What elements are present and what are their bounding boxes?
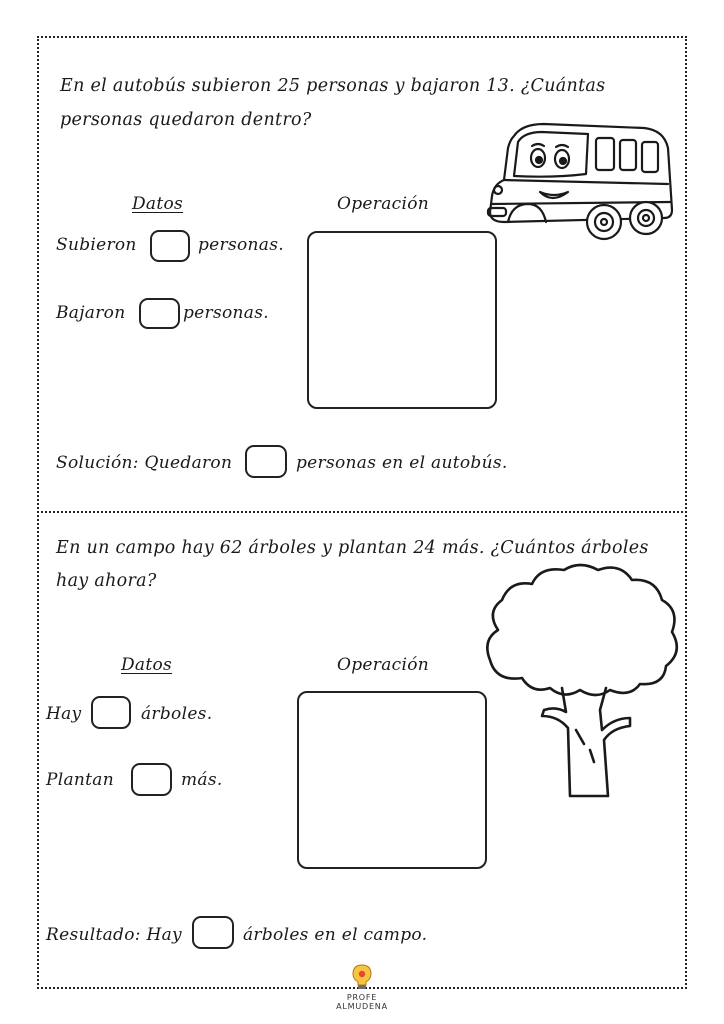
problem2-row2-suffix: más. [181,770,223,790]
operation-box-2[interactable] [297,691,487,869]
problem2-result-suffix: árboles en el campo. [243,925,428,945]
answer-box-subieron[interactable] [150,230,190,262]
problem1-solution-prefix: Solución: Quedaron [56,453,233,473]
problem2-operation-heading: Operación [337,655,429,675]
section-divider [37,511,687,513]
operation-box-1[interactable] [307,231,497,409]
problem1-data-heading: Datos [132,194,184,214]
lightbulb-icon [351,963,373,991]
answer-box-quedaron[interactable] [245,445,287,478]
answer-box-plantan[interactable] [131,763,172,796]
problem2-question-line1: En un campo hay 62 árboles y plantan 24 más. ¿Cuántos árboles [56,538,649,558]
bus-icon [484,118,678,250]
problem1-question-line2: personas quedaron dentro? [60,110,312,130]
problem1-question-line1: En el autobús subieron 25 personas y bajaron 13. ¿Cuántas [60,76,606,96]
problem2-result-prefix: Resultado: Hay [46,925,182,945]
tree-icon [480,560,686,800]
problem1-solution-suffix: personas en el autobús. [296,453,508,473]
problem2-data-heading: Datos [121,655,173,675]
problem2-row2-prefix: Plantan [46,770,114,790]
answer-box-bajaron[interactable] [139,298,180,329]
problem1-row2-prefix: Bajaron [56,303,126,323]
answer-box-hay[interactable] [91,696,131,729]
problem1-row1-suffix: personas. [198,235,284,255]
problem1-operation-heading: Operación [337,194,429,214]
problem1-row2-suffix: personas. [183,303,269,323]
footer-brand: PROFE ALMUDENA [336,993,388,1011]
problem1-row1-prefix: Subieron [56,235,137,255]
problem2-row1-prefix: Hay [46,704,82,724]
problem2-row1-suffix: árboles. [141,704,213,724]
answer-box-resultado[interactable] [192,916,234,949]
problem2-question-line2: hay ahora? [56,571,157,591]
